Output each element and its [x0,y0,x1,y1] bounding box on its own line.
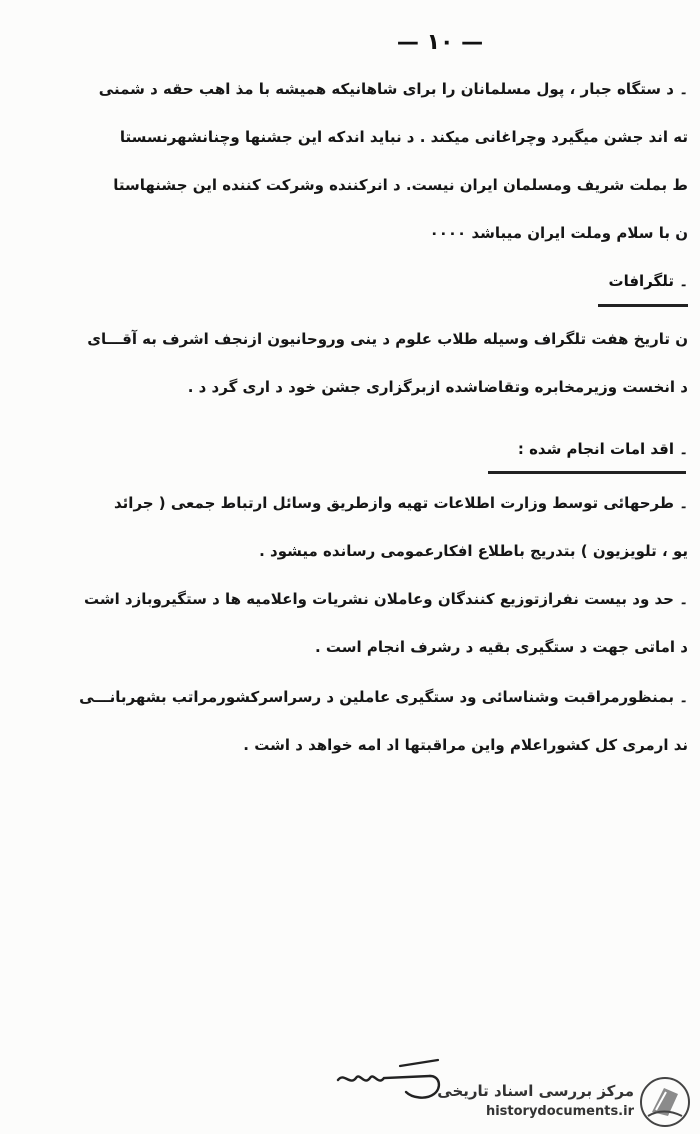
actions-line-1: ۔ طرحهائی توسط وزارت اطلاعات تهیه وازطریق وسائل ارتباط جمعی ( جرائد [114,494,688,512]
telegrams-line-2: د انخست وزیرمخابره وتقاضاشده ازبرگزاری جشن خود د اری گرد د . [187,378,688,396]
actions-heading: ۔ اقد امات انجام شده : [517,440,688,458]
actions-line-3: ۔ حد ود بیست نفرازتوزیع کنندگان وعاملان نشریات واعلامیه ها د ستگیروبازد اشت [83,590,688,608]
section1-line-2: ته اند جشن میگیرد وچراغانی میکند . د نباید اندکه این جشنها وچنانشهرنسستا [119,128,688,146]
telegrams-underline [598,304,688,307]
archive-watermark [420,1076,696,1128]
archive-logo-icon [638,1076,692,1128]
telegrams-line-1: ن تاریخ هفت تلگراف وسیله طلاب علوم د ینی وروحانیون ازنجف اشرف به آقـــای [87,330,688,348]
watermark-title: مرکز بررسی اسناد تاریخی [437,1082,634,1100]
watermark-url: historydocuments.ir [485,1104,634,1119]
actions-line-2: یو ، تلویزیون ) بتدریج باطلاع افکارعمومی رسانده میشود . [259,542,688,560]
actions-underline [488,471,686,474]
actions-line-6: ند ارمری کل کشوراعلام واین مراقبتها اد امه خواهد د اشت . [243,736,688,754]
section1-line-3: ط بملت شریف ومسلمان ایران نیست. د انرکننده وشرکت کننده این جشنهاستا [113,176,688,194]
section1-line-4: ن با سلام وملت ایران میباشد ۰۰۰۰ [429,224,688,242]
telegrams-heading: ۔ تلگرافات [608,272,688,290]
actions-line-5: ۔ بمنظورمراقبت وشناسائی ود ستگیری عاملین د رسراسرکشورمراتب بشهربانـــی [79,688,688,706]
actions-line-4: د اماتی جهت د ستگیری بقیه د رشرف انجام است . [314,638,688,656]
page-number: — ۱۰ — [396,30,484,55]
section1-line-1: ۔ د ستگاه جبار ، پول مسلمانان را برای شاهانیکه همیشه با مذ اهب حقه د شمنی [98,80,688,98]
